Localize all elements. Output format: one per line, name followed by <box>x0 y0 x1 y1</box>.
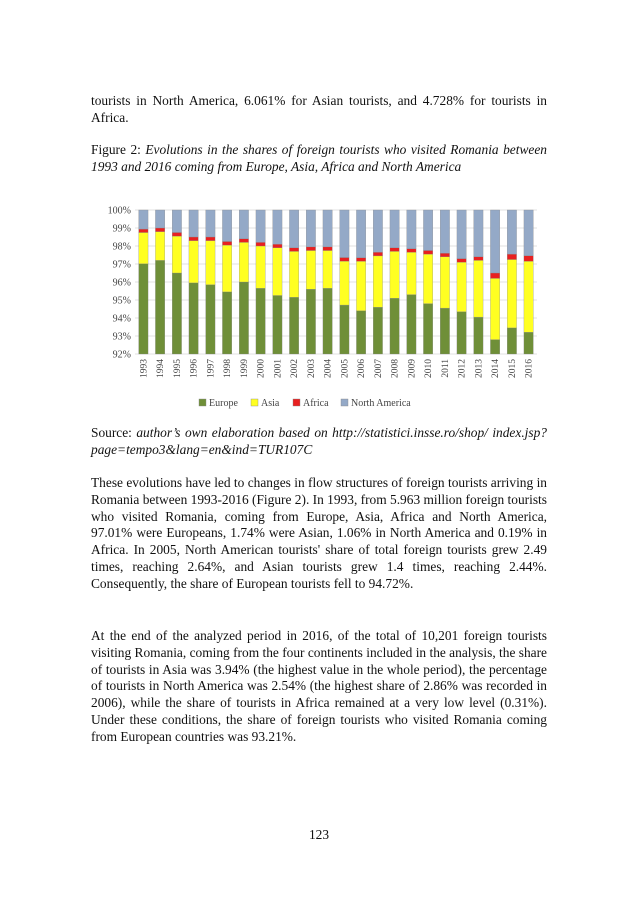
legend-swatch <box>199 399 206 406</box>
bar-segment <box>306 289 315 354</box>
bar-segment <box>490 273 499 278</box>
bar-segment <box>222 292 231 354</box>
bar-segment <box>524 261 533 332</box>
y-tick-label: 95% <box>112 295 131 307</box>
bar-segment <box>356 261 365 311</box>
bar-segment <box>524 256 533 262</box>
bar-segment <box>407 295 416 354</box>
bar-segment <box>423 254 432 304</box>
bar-segment <box>390 210 399 248</box>
y-tick-label: 92% <box>112 349 131 361</box>
bar-segment <box>239 239 248 243</box>
bar-segment <box>340 305 349 354</box>
bar-segment <box>457 210 466 259</box>
intro-paragraph: tourists in North America, 6.061% for Asian tourists, and 4.728% for tourists in Africa. <box>91 93 547 125</box>
bar-segment <box>373 256 382 307</box>
bar-segment <box>155 228 164 232</box>
bar-segment <box>323 247 332 251</box>
source-label: Source: <box>91 425 132 440</box>
bar-segment <box>239 210 248 239</box>
legend-swatch <box>251 399 258 406</box>
bar-segment <box>407 249 416 253</box>
x-tick-label: 2015 <box>507 359 518 378</box>
x-tick-label: 1996 <box>189 359 200 378</box>
bar-segment <box>256 288 265 354</box>
bar-segment <box>139 264 148 354</box>
bar-segment <box>524 332 533 354</box>
bar-segment <box>507 210 516 254</box>
bar-segment <box>524 210 533 256</box>
bar-segment <box>407 252 416 294</box>
body-paragraph-1: These evolutions have led to changes in flow structures of foreign tourists arriving in Romania between 1993-2016 (Figure 2). In 1993, from 5.963 million foreign tourists who visited Romania, coming from Europe, Asia, Africa and North America, 97.01% were Europeans, 1.74% were Asian, 1.06% in North America and 0.19% in Africa. In 2005, North American tourists' share of total foreign tourists grew 2.49 times, reaching 2.64%, and Asian tourists grew 1.4 times, reaching 2.44%. Consequently, the share of European tourists fell to 94.72%. <box>91 475 547 591</box>
bar-segment <box>172 210 181 233</box>
x-tick-label: 2006 <box>357 359 368 378</box>
bar-segment <box>474 260 483 317</box>
bar-segment <box>256 242 265 246</box>
figure-label: Figure 2: <box>91 142 141 157</box>
stacked-bar-chart <box>91 201 547 417</box>
bar-segment <box>256 210 265 242</box>
bar-segment <box>423 210 432 251</box>
x-tick-label: 2001 <box>273 359 284 378</box>
x-tick-label: 2003 <box>306 359 317 378</box>
bar-segment <box>440 253 449 257</box>
bar-segment <box>256 246 265 288</box>
bar-segment <box>390 248 399 252</box>
bar-segment <box>390 298 399 354</box>
bar-segment <box>222 210 231 242</box>
bar-segment <box>172 273 181 354</box>
bar-segment <box>373 210 382 252</box>
bar-segment <box>507 328 516 354</box>
bar-segment <box>273 244 282 248</box>
bar-segment <box>206 285 215 354</box>
bar-segment <box>490 340 499 354</box>
bar-segment <box>289 248 298 252</box>
bar-segment <box>323 288 332 354</box>
y-tick-label: 97% <box>112 259 131 271</box>
bar-segment <box>206 210 215 237</box>
bar-segment <box>239 282 248 354</box>
x-tick-label: 2004 <box>323 359 334 378</box>
bar-segment <box>155 232 164 261</box>
x-tick-label: 2002 <box>290 359 301 378</box>
bar-segment <box>222 242 231 246</box>
bar-segment <box>172 236 181 273</box>
x-tick-label: 1993 <box>139 359 150 378</box>
bar-segment <box>239 242 248 282</box>
x-tick-label: 2009 <box>407 359 418 378</box>
bar-segment <box>440 308 449 354</box>
x-tick-label: 1994 <box>156 359 167 378</box>
bar-segment <box>206 241 215 285</box>
bar-segment <box>289 297 298 354</box>
bar-segment <box>323 210 332 247</box>
x-tick-label: 2000 <box>256 359 267 378</box>
bar-segment <box>407 210 416 249</box>
bar-segment <box>457 312 466 354</box>
y-tick-label: 99% <box>112 223 131 235</box>
x-tick-label: 2011 <box>440 359 451 378</box>
bar-segment <box>423 304 432 354</box>
bar-segment <box>273 248 282 296</box>
y-tick-label: 96% <box>112 277 131 289</box>
bar-segment <box>323 251 332 289</box>
bar-segment <box>273 296 282 355</box>
bar-segment <box>306 251 315 290</box>
legend-label: Asia <box>261 398 280 409</box>
legend-label: Europe <box>209 398 238 409</box>
bar-segment <box>189 283 198 354</box>
bar-segment <box>189 241 198 283</box>
x-tick-label: 1999 <box>239 359 250 378</box>
x-tick-label: 2014 <box>491 359 502 378</box>
bar-segment <box>474 257 483 261</box>
bar-segment <box>474 317 483 354</box>
y-tick-label: 100% <box>107 205 131 217</box>
x-tick-label: 1998 <box>223 359 234 378</box>
bar-segment <box>155 210 164 228</box>
bar-segment <box>139 210 148 229</box>
figure-caption <box>91 142 547 176</box>
bar-segment <box>457 259 466 263</box>
bar-segment <box>139 233 148 264</box>
bar-segment <box>306 247 315 251</box>
bar-segment <box>172 233 181 237</box>
source-text: author’s own elaboration based on http://statistici.insse.ro/shop/ index.jsp?page=tempo3&lang=en&ind=TUR107C <box>91 425 547 457</box>
bar-segment <box>206 237 215 241</box>
legend-label: Africa <box>303 398 329 409</box>
bar-segment <box>440 257 449 308</box>
bar-segment <box>222 245 231 292</box>
x-tick-label: 2012 <box>457 359 468 378</box>
bar-segment <box>507 260 516 328</box>
page-number: 123 <box>308 827 330 842</box>
bar-segment <box>373 307 382 354</box>
y-tick-label: 98% <box>112 241 131 253</box>
legend-swatch <box>293 399 300 406</box>
bar-segment <box>340 210 349 258</box>
x-tick-label: 1995 <box>172 359 183 378</box>
bar-segment <box>273 210 282 244</box>
x-tick-label: 2005 <box>340 359 351 378</box>
y-tick-label: 93% <box>112 331 131 343</box>
legend-swatch <box>341 399 348 406</box>
bar-segment <box>474 210 483 257</box>
x-tick-label: 2016 <box>524 359 535 378</box>
bar-segment <box>356 210 365 258</box>
bar-segment <box>423 251 432 255</box>
bar-segment <box>457 262 466 312</box>
body-paragraph-2: At the end of the analyzed period in 2016, of the total of 10,201 foreign tourists visiting Romania, coming from the four continents included in the analysis, the share of tourists in Asia was 3.94% (the highest value in the whole period), the percentage of tourists in North America was 2.54% (the highest share of 2.86% was recorded in 2006), while the share of tourists in Africa remained at a very low level (0.31%). Under these conditions, the share of foreign tourists who visited Romania coming from European countries was 93.21%. <box>91 628 547 744</box>
bar-segment <box>139 229 148 232</box>
x-tick-label: 2007 <box>373 359 384 378</box>
bar-segment <box>356 311 365 354</box>
bar-segment <box>155 260 164 354</box>
bar-segment <box>490 210 499 273</box>
x-tick-label: 2008 <box>390 359 401 378</box>
y-tick-label: 94% <box>112 313 131 325</box>
bar-segment <box>507 254 516 259</box>
figure-caption-text: Evolutions in the shares of foreign tourists who visited Romania between 1993 and 2016 coming from Europe, Asia, Africa and North America <box>91 142 547 174</box>
bar-segment <box>306 210 315 247</box>
legend-label: North America <box>351 398 411 409</box>
bar-segment <box>189 237 198 241</box>
bar-segment <box>356 258 365 262</box>
bar-segment <box>373 252 382 256</box>
bar-segment <box>390 251 399 298</box>
x-tick-label: 2010 <box>424 359 435 378</box>
bar-segment <box>440 210 449 253</box>
bar-segment <box>490 278 499 339</box>
x-tick-label: 2013 <box>474 359 485 378</box>
bar-segment <box>189 210 198 237</box>
x-tick-label: 1997 <box>206 359 217 378</box>
figure-source <box>91 425 547 459</box>
bar-segment <box>289 251 298 297</box>
bar-segment <box>340 258 349 262</box>
bar-segment <box>289 210 298 248</box>
bar-segment <box>340 261 349 305</box>
